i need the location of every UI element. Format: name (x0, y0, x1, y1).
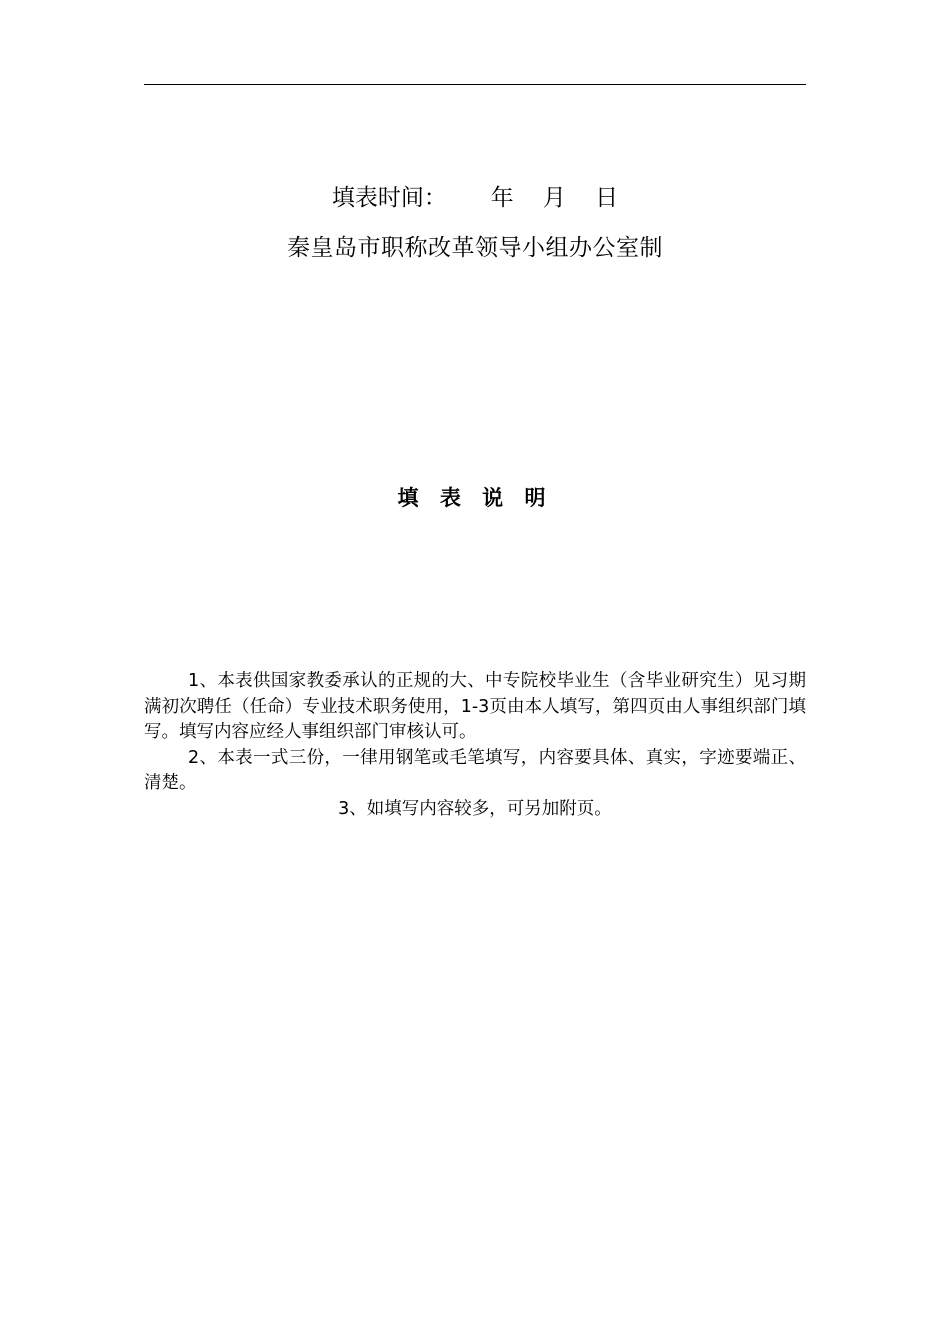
instruction-item-2: 2、本表一式三份，一律用钢笔或毛笔填写，内容要具体、真实，字迹要端正、清楚。 (144, 747, 806, 793)
instruction-item-1: 1、本表供国家教委承认的正规的大、中专院校毕业生（含毕业研究生）见习期满初次聘任（任命）专业技术职务使用，1-3页由本人填写，第四页由人事组织部门填写。填写内容应经人事组织部门审核认可。 (144, 671, 806, 742)
fill-date-line: 填表时间： 年 月 日 (331, 185, 619, 211)
instruction-item-3: 3、如填写内容较多，可另加附页。 (338, 798, 612, 819)
instructions-body (144, 669, 806, 822)
instructions-title: 填 表 说 明 (397, 486, 553, 510)
issuing-office: 秦皇岛市职称改革领导小组办公室制 (287, 235, 663, 261)
top-divider-line (144, 84, 806, 85)
